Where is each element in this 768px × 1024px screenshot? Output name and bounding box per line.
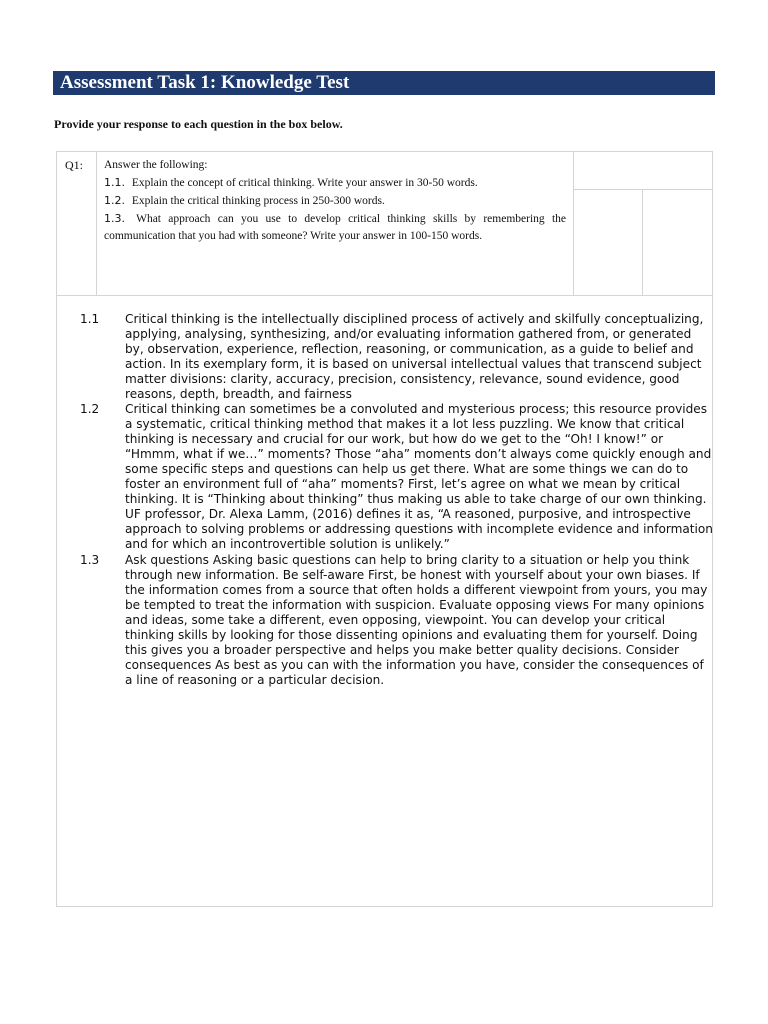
answer-box[interactable] <box>56 296 713 907</box>
question-item-number: 1.3. <box>104 212 125 225</box>
question-item-text: Explain the critical thinking process in 250-300 words. <box>131 195 385 207</box>
question-label: Q1: <box>65 158 83 172</box>
answer-1-1 <box>57 312 713 402</box>
answer-text: Critical thinking can sometimes be a convoluted and mysterious process; this resource provides a systematic, critical thinking method that makes it a lot less puzzling. We know that critical thinking is necessary and crucial for our work, but how do we get to the “Oh! I know!” or “Hmmm, what if we…” moments? Those “aha” moments don’t always come quickly enough and some specific steps and questions can help us get there. What are some things we can do to foster an environment full of “aha” moments? First, let’s agree on what we mean by critical thinking. It is “Thinking about thinking” thus making us able to take charge of our own thinking. UF professor, Dr. Alexa Lamm, (2016) defines it as, “A reasoned, purposive, and introspective approach to solving problems or addressing questions with incomplete evidence and information and for which an incontrovertible solution is unlikely.” <box>125 402 713 551</box>
answer-text: Ask questions Asking basic questions can help to bring clarity to a situation or help you think through new information. Be self-aware First, be honest with yourself about your own biases. If the information comes from a source that often holds a different viewpoint from yours, you may be tempted to treat the information with suspicion. Evaluate opposing views For many opinions and ideas, some take a different, even opposing, viewpoint. You can develop your critical thinking skills by looking for those dissenting opinions and evaluating them for yourself. Doing this gives you a broader perspective and helps you make better quality decisions. Consider consequences As best as you can with the information you have, consider the consequences of a line of reasoning or a particular decision. <box>125 553 708 687</box>
answer-text: Critical thinking is the intellectually disciplined process of actively and skilfully conceptualizing, applying, analysing, synthesizing, and/or evaluating information gathered from, or generated by, observation, experience, reflection, reasoning, or communication, as a guide to belief and action. In its exemplary form, it is based on universal intellectual values that transcend subject matter divisions: clarity, accuracy, precision, consistency, relevance, sound evidence, good reasons, depth, breadth, and fairness <box>125 312 704 401</box>
question-item-text: What approach can you use to develop critical thinking skills by remembering the communication that you had with someone? Write your answer in 100-150 words. <box>104 213 566 242</box>
question-body <box>104 157 566 245</box>
question-item <box>104 192 566 210</box>
answer-number: 1.1 <box>80 312 100 326</box>
question-item-number: 1.1. <box>104 176 125 189</box>
question-table <box>56 151 713 296</box>
question-item <box>104 210 566 245</box>
table-divider <box>642 189 643 295</box>
table-divider <box>573 152 574 295</box>
question-intro: Answer the following: <box>104 159 208 171</box>
answer-1-2 <box>57 402 713 552</box>
answer-number: 1.2 <box>80 402 100 416</box>
answer-1-3 <box>57 553 713 688</box>
question-item <box>104 174 566 192</box>
section-title: Assessment Task 1: Knowledge Test <box>53 71 715 95</box>
instruction-text: Provide your response to each question in the box below. <box>54 117 343 131</box>
question-item-number: 1.2. <box>104 194 125 207</box>
table-divider <box>573 189 712 190</box>
question-item-text: Explain the concept of critical thinking. Write your answer in 30-50 words. <box>131 177 478 189</box>
answer-number: 1.3 <box>80 553 100 567</box>
table-divider <box>96 152 97 295</box>
